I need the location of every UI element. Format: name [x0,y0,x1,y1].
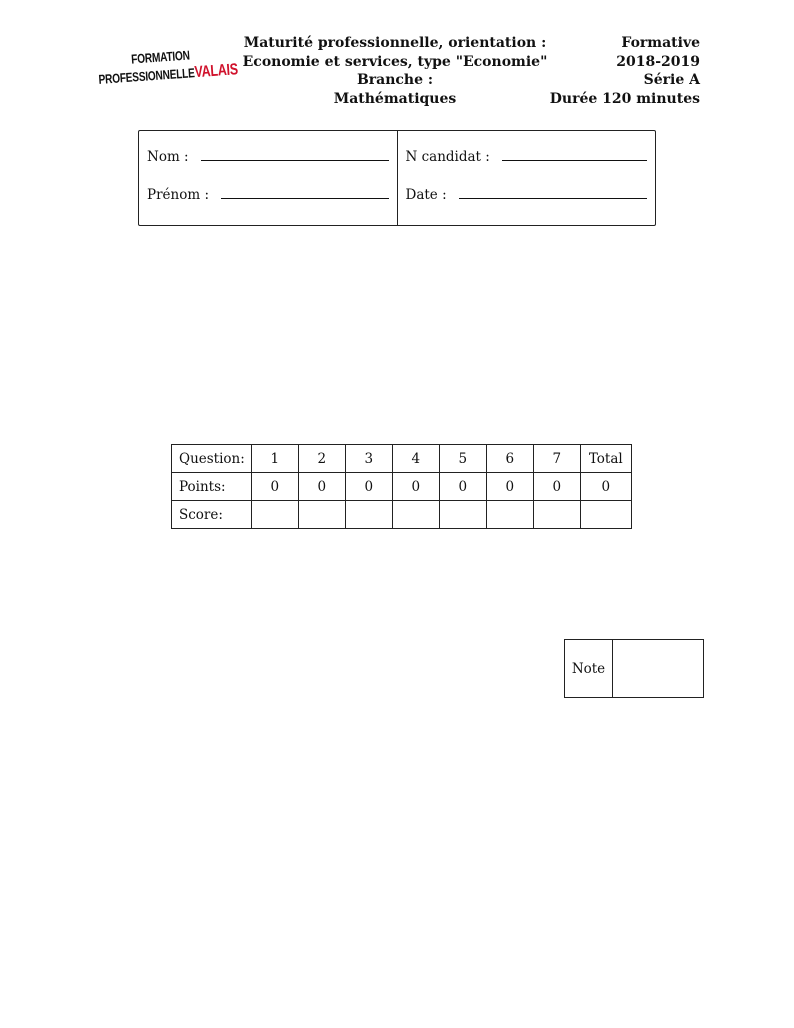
points-cell: 0 [392,473,439,501]
formation-professionnelle-valais-logo [95,43,239,100]
score-row-header: Score: [172,501,252,529]
logo-line-1: FORMATION [130,47,191,67]
score-cell[interactable] [486,501,533,529]
duration: Durée 120 minutes [549,90,700,107]
date-label: Date : [405,187,447,203]
exam-title-block [240,34,550,108]
school-year: 2018-2019 [616,53,700,70]
branch-name: Mathématiques [333,90,457,107]
candidat-field[interactable] [406,149,648,165]
score-cell[interactable] [345,501,392,529]
series: Série A [643,72,700,88]
question-cell: 4 [392,445,439,473]
question-total-header: Total [580,445,631,473]
question-cell: 6 [486,445,533,473]
score-table [171,444,632,529]
nom-label: Nom : [147,149,189,165]
note-box [564,639,704,698]
nom-field[interactable] [147,149,389,165]
points-cell: 0 [533,473,580,501]
logo-accent: VALAIS [193,61,239,82]
exam-meta-block [550,34,700,108]
question-cell: 2 [298,445,345,473]
prenom-label: Prénom : [147,187,209,203]
score-cell[interactable] [298,501,345,529]
candidat-input-line[interactable] [502,159,647,161]
question-cell: 7 [533,445,580,473]
program-line: Maturité professionnelle, orientation : [243,35,547,51]
prenom-input-line[interactable] [221,197,389,199]
prenom-field[interactable] [147,187,389,203]
orientation-line: Economie et services, type "Economie" [242,53,548,70]
score-cell[interactable] [392,501,439,529]
question-cell: 5 [439,445,486,473]
points-row-header: Points: [172,473,252,501]
note-label: Note [565,640,613,698]
candidat-label: N candidat : [405,149,490,165]
candidate-identity-box [138,130,656,226]
identity-left-column [139,131,398,225]
note-value-cell[interactable] [613,640,704,698]
score-total-cell[interactable] [580,501,631,529]
points-cell: 0 [486,473,533,501]
points-row [172,473,632,501]
date-input-line[interactable] [459,197,647,199]
question-row-header: Question: [172,445,252,473]
logo-line-2: PROFESSIONNELLEVALAIS [98,61,239,87]
identity-right-column [398,131,656,225]
question-cell: 1 [251,445,298,473]
score-cell[interactable] [533,501,580,529]
exam-type: Formative [621,35,700,51]
date-field[interactable] [406,187,648,203]
score-row [172,501,632,529]
points-cell: 0 [298,473,345,501]
points-cell: 0 [251,473,298,501]
question-row [172,445,632,473]
score-cell[interactable] [439,501,486,529]
nom-input-line[interactable] [201,159,389,161]
points-total-cell: 0 [580,473,631,501]
branch-label: Branche : [356,72,434,88]
points-cell: 0 [345,473,392,501]
points-cell: 0 [439,473,486,501]
question-cell: 3 [345,445,392,473]
score-cell[interactable] [251,501,298,529]
